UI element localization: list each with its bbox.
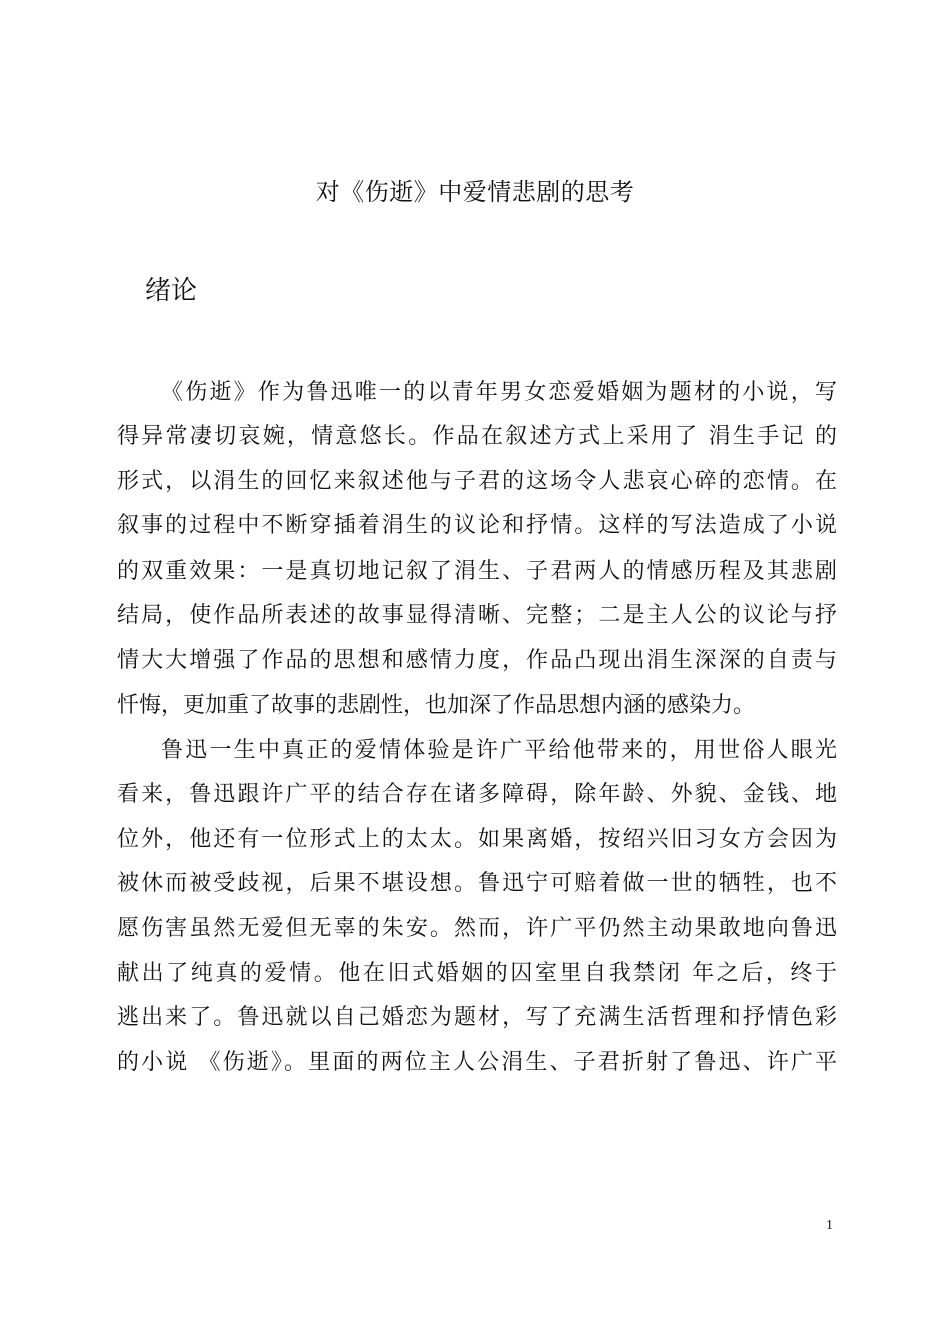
paragraph-2-line-8: 的小说 《伤逝》。里面的两位主人公涓生、子君折射了鲁迅、许广平 xyxy=(117,1050,837,1075)
paragraph-1-line-4: 叙事的过程中不断穿插着涓生的议论和抒情。这样的写法造成了小说 xyxy=(117,513,837,538)
paragraph-1-line-5: 的双重效果：一是真切地记叙了涓生、子君两人的情感历程及其悲剧 xyxy=(117,559,837,584)
section-heading: 绪论 xyxy=(145,276,198,306)
paragraph-2-line-1: 鲁迅一生中真正的爱情体验是许广平给他带来的，用世俗人眼光 xyxy=(161,738,837,763)
paragraph-1-line-6: 结局，使作品所表述的故事显得清晰、完整；二是主人公的议论与抒 xyxy=(117,603,837,628)
paragraph-2-line-7: 逃出来了。鲁迅就以自己婚恋为题材，写了充满生活哲理和抒情色彩 xyxy=(117,1005,837,1030)
page-title: 对《伤逝》中爱情悲剧的思考 xyxy=(315,178,635,206)
paragraph-1-line-1: 《伤逝》作为鲁迅唯一的以青年男女恋爱婚姻为题材的小说，写 xyxy=(161,380,837,405)
paragraph-1-line-7: 情大大增强了作品的思想和感情力度，作品凸现出涓生深深的自责与 xyxy=(117,648,837,673)
paragraph-2-line-2: 看来，鲁迅跟许广平的结合存在诸多障碍，除年龄、外貌、金钱、地 xyxy=(117,782,837,807)
paragraph-1-line-2: 得异常凄切哀婉，情意悠长。作品在叙述方式上采用了 涓生手记 的 xyxy=(117,424,837,449)
paragraph-2-line-5: 愿伤害虽然无爱但无辜的朱安。然而，许广平仍然主动果敢地向鲁迅 xyxy=(117,916,837,941)
paragraph-2-line-4: 被休而被受歧视，后果不堪设想。鲁迅宁可赔着做一世的牺牲，也不 xyxy=(117,871,837,896)
paragraph-1-line-3: 形式，以涓生的回忆来叙述他与子君的这场令人悲哀心碎的恋情。在 xyxy=(117,469,837,494)
paragraph-2-line-6: 献出了纯真的爱情。他在旧式婚姻的囚室里自我禁闭 年之后，终于 xyxy=(117,961,837,986)
paragraph-1-line-8: 忏悔，更加重了故事的悲剧性，也加深了作品思想内涵的感染力。 xyxy=(117,693,756,718)
paragraph-2-line-3: 位外，他还有一位形式上的太太。如果离婚，按绍兴旧习女方会因为 xyxy=(117,827,837,852)
page-number: 1 xyxy=(826,1218,833,1233)
